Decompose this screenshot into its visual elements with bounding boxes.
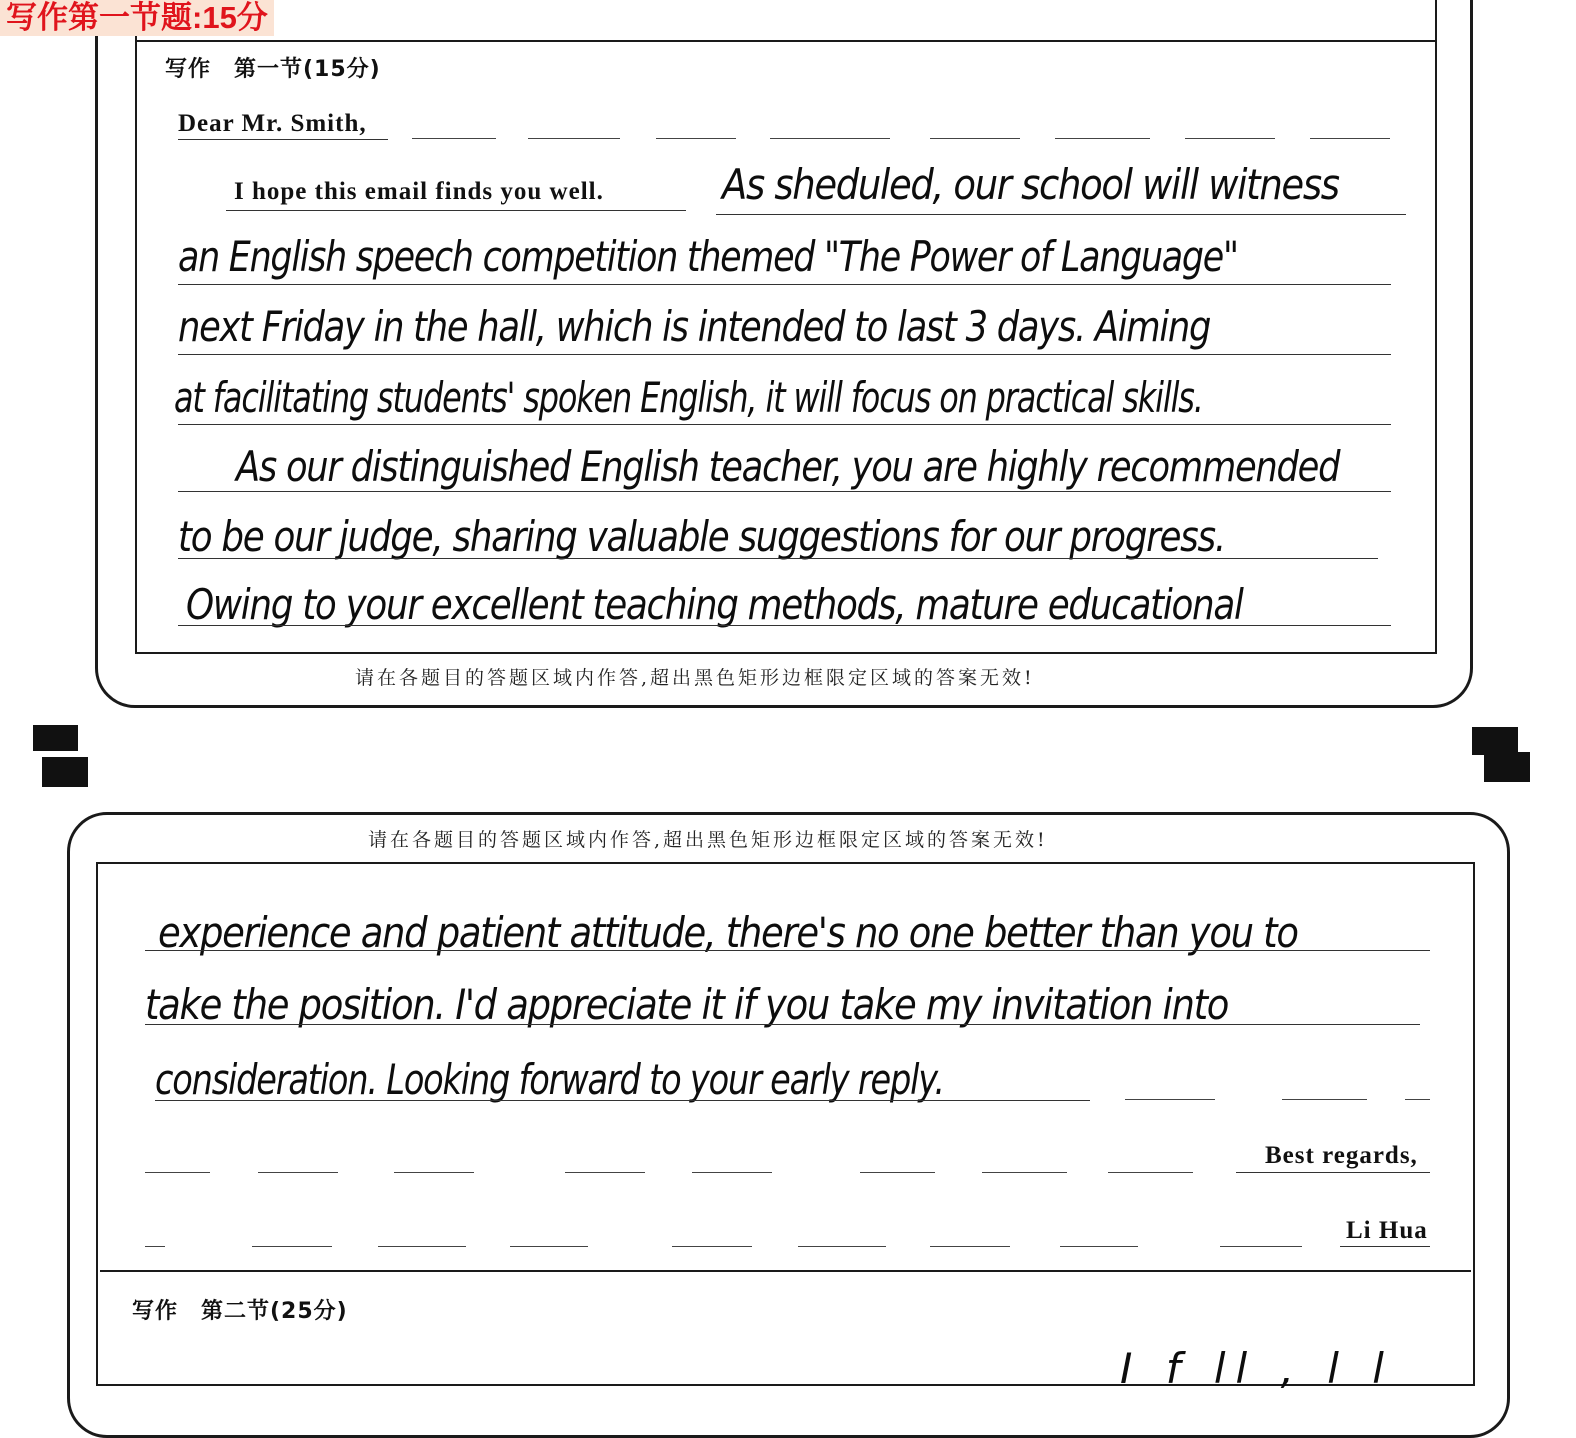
signature: Li Hua — [1346, 1217, 1428, 1244]
section-1-title: 写作 第一节(15分) — [165, 57, 381, 82]
handwriting-line-7: Owing to your excellent teaching methods, mature educational — [186, 580, 1243, 629]
handwriting-line-5: As our distinguished English teacher, you are highly recommended — [236, 442, 1340, 491]
handwriting-line-10: consideration. Looking forward to your early reply. — [155, 1055, 944, 1104]
section-2-handwriting-start: I f ll , l l — [1120, 1344, 1394, 1393]
question-score-label: 写作第一节题:15分 — [0, 0, 274, 36]
handwriting-line-8: experience and patient attitude, there's no one better than you to — [158, 908, 1298, 957]
alignment-marker-left-2 — [42, 757, 88, 787]
handwriting-line-1: As sheduled, our school will witness — [722, 160, 1339, 209]
alignment-marker-right — [1472, 727, 1518, 755]
printed-opening: I hope this email finds you well. — [234, 178, 604, 205]
answer-area-notice-bottom: 请在各题目的答题区域内作答,超出黑色矩形边框限定区域的答案无效! — [368, 829, 1048, 851]
section-divider-bottom — [100, 1270, 1471, 1272]
alignment-marker-right-2 — [1484, 752, 1530, 782]
handwriting-line-4: at facilitating students' spoken English, it will focus on practical skills. — [174, 373, 1203, 422]
section-divider-top — [135, 40, 1435, 42]
salutation-underline — [178, 139, 388, 140]
alignment-marker-left — [33, 725, 78, 751]
closing-text: Best regards, — [1265, 1142, 1418, 1169]
salutation: Dear Mr. Smith, — [178, 110, 367, 137]
answer-area-notice-top: 请在各题目的答题区域内作答,超出黑色矩形边框限定区域的答案无效! — [355, 667, 1035, 689]
handwriting-line-9: take the position. I'd appreciate it if you take my invitation into — [145, 980, 1229, 1029]
handwriting-line-6: to be our judge, sharing valuable suggestions for our progress. — [178, 512, 1225, 561]
section-2-title: 写作 第二节(25分) — [132, 1299, 348, 1324]
handwriting-line-2: an English speech competition themed "The Power of Language" — [178, 232, 1238, 281]
handwriting-line-3: next Friday in the hall, which is intended to last 3 days. Aiming — [178, 302, 1211, 351]
